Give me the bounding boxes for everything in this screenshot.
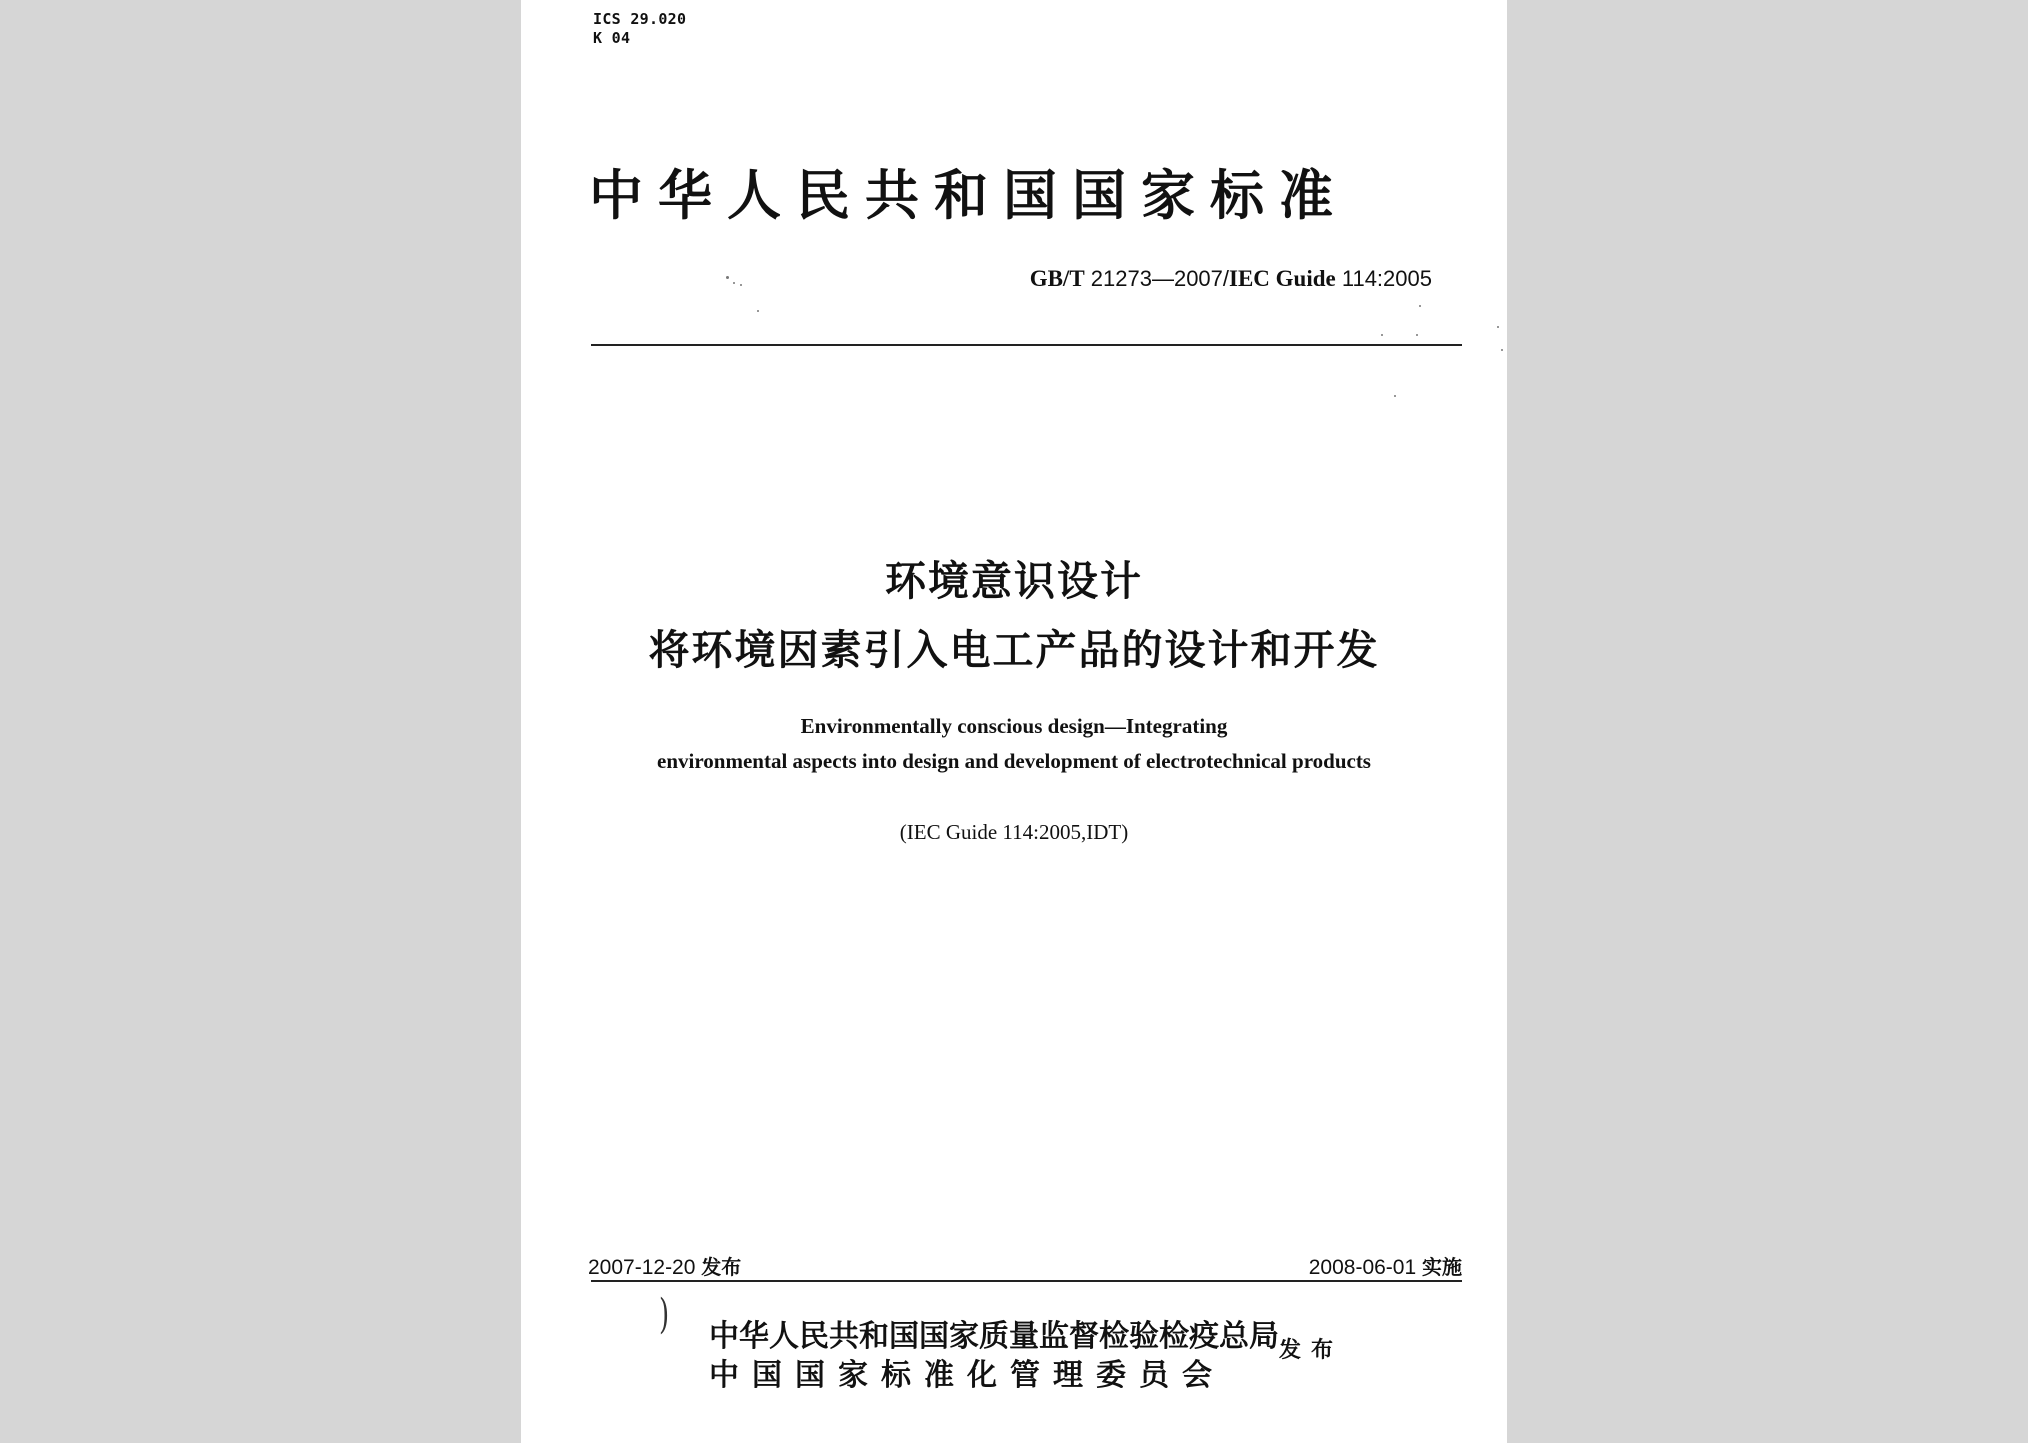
issue-date-value: 2007-12-20 [588, 1256, 696, 1279]
scan-speck [1497, 326, 1499, 328]
scan-speck [740, 284, 742, 286]
brace-mark: ) [659, 1291, 670, 1339]
header-rule [591, 344, 1462, 346]
standard-number-value: 21273—2007/ [1084, 266, 1230, 291]
scan-speck [733, 282, 735, 284]
issue-date [588, 1251, 741, 1280]
standard-number [1030, 266, 1432, 292]
scan-speck [1381, 334, 1383, 336]
iec-guide-number: 114:2005 [1335, 266, 1432, 291]
english-title-line-1: Environmentally conscious design—Integrating [800, 714, 1228, 738]
chinese-title-line-2: 将环境因素引入电工产品的设计和开发 [648, 626, 1380, 674]
footer-rule [591, 1280, 1462, 1282]
iec-guide-label: IEC Guide [1229, 266, 1336, 291]
issue-label: 发布 [701, 1255, 742, 1279]
issuing-authority-2: 中国国家标准化管理委员会 [709, 1358, 1225, 1393]
scan-speck [1416, 334, 1418, 336]
ccs-code: K 04 [593, 29, 631, 47]
implementation-date-value: 2008-06-01 [1308, 1256, 1417, 1279]
document-page [521, 0, 1507, 1443]
ics-code: ICS 29.020 [593, 10, 687, 28]
issuing-authority-1: 中华人民共和国国家质量监督检验检疫总局 [709, 1319, 1279, 1354]
implementation-date [1309, 1251, 1462, 1280]
classification-codes [593, 10, 686, 48]
scan-speck [1394, 395, 1396, 397]
chinese-title-line-1: 环境意识设计 [885, 557, 1143, 605]
scan-speck [757, 310, 759, 312]
national-standard-title: 中华人民共和国国家标准 [589, 163, 1348, 227]
publish-label: 发布 [1279, 1338, 1344, 1363]
standard-prefix: GB/T [1029, 266, 1085, 291]
english-title-line-2: environmental aspects into design and development of electrotechnical products [657, 749, 1371, 773]
implementation-label: 实施 [1422, 1255, 1462, 1279]
equivalence-note: (IEC Guide 114:2005,IDT) [899, 820, 1129, 844]
scan-speck [726, 276, 729, 279]
scan-speck [1419, 305, 1421, 307]
scan-speck [1501, 349, 1503, 351]
